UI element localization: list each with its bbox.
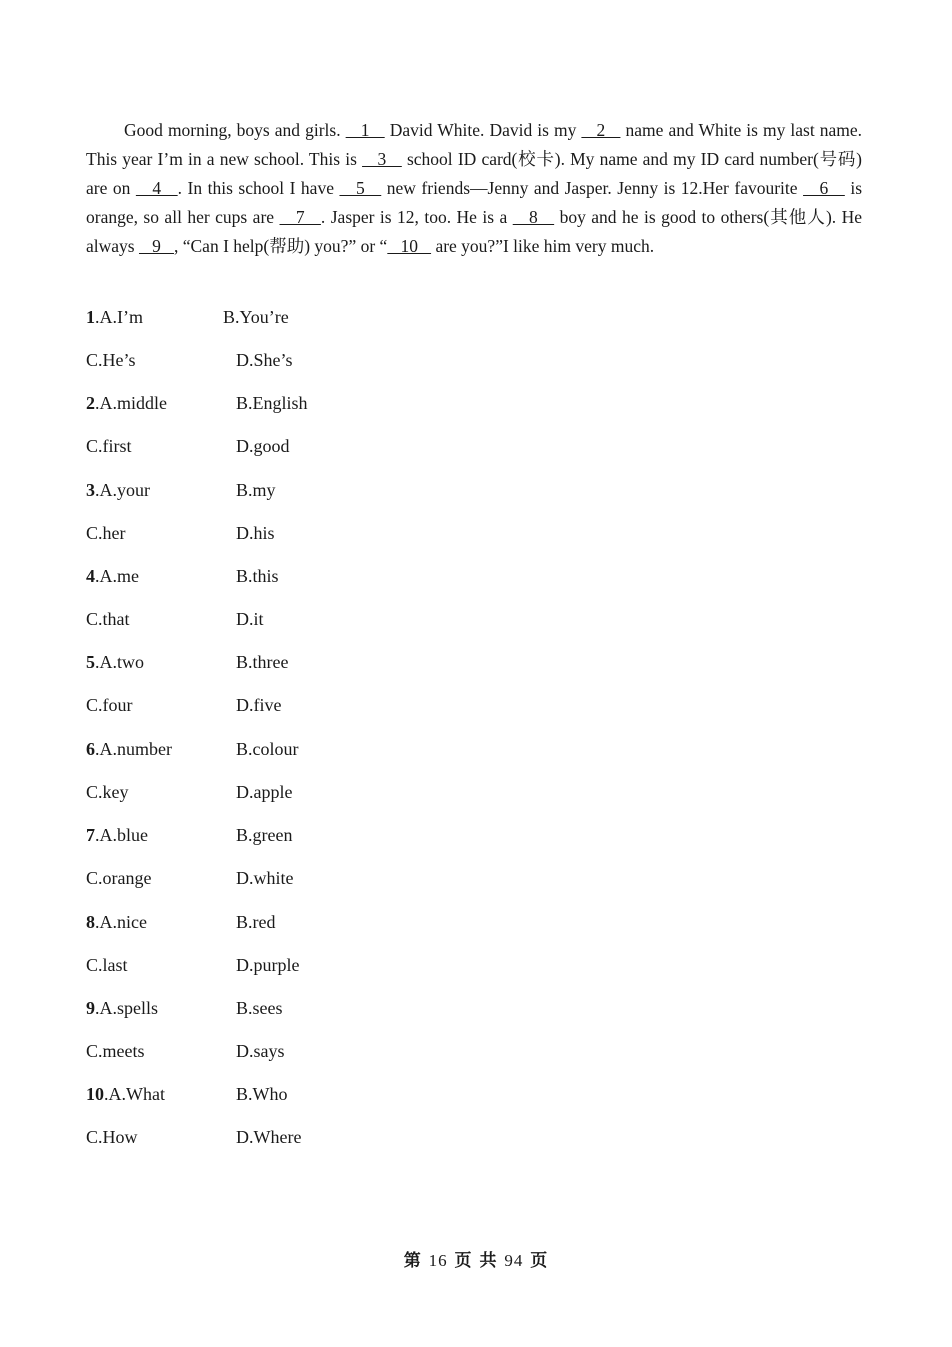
question-number: 5 xyxy=(86,652,95,672)
question-4-row-ab xyxy=(86,564,279,588)
option-a: .A.nice xyxy=(95,912,147,932)
passage-text: name and White is my last name. This year I’m in a new school. This is xyxy=(86,120,863,169)
option-d: D.his xyxy=(236,523,275,543)
option-c: C.key xyxy=(86,782,129,802)
blank-4: 4 xyxy=(135,178,178,198)
option-b: B.You’re xyxy=(223,307,289,327)
blank-10: 10 xyxy=(387,236,432,256)
question-5-row-ab xyxy=(86,650,289,674)
option-a: .A.your xyxy=(95,480,150,500)
blank-5: 5 xyxy=(339,178,382,198)
option-b: B.green xyxy=(236,825,293,845)
passage-text: , “Can I help(帮助) you?” or “ xyxy=(173,236,388,256)
question-8-row-ab xyxy=(86,910,276,934)
blank-6: 6 xyxy=(803,178,845,198)
option-b: B.red xyxy=(236,912,276,932)
footer-suffix: 页 xyxy=(523,1251,549,1271)
option-d: D.good xyxy=(236,436,290,456)
option-a: .A.spells xyxy=(95,998,158,1018)
question-10-row-ab xyxy=(86,1082,288,1106)
option-c: C.last xyxy=(86,955,128,975)
passage-text: boy and he is good to others(其他人). He always xyxy=(86,207,862,256)
question-7-row-cd xyxy=(86,866,294,890)
question-number: 6 xyxy=(86,739,95,759)
question-number: 1 xyxy=(86,307,95,327)
option-c: C.How xyxy=(86,1127,138,1147)
blank-8: 8 xyxy=(512,207,555,227)
question-4-row-cd xyxy=(86,607,264,631)
option-b: B.colour xyxy=(236,739,299,759)
blank-1: 1 xyxy=(345,120,385,140)
blank-9: 9 xyxy=(138,236,174,256)
question-10-row-cd xyxy=(86,1125,302,1149)
footer-prefix: 第 xyxy=(403,1251,429,1271)
question-number: 7 xyxy=(86,825,95,845)
blank-3: 3 xyxy=(362,149,402,169)
page-footer xyxy=(0,1246,952,1271)
option-c: C.four xyxy=(86,695,133,715)
blank-2: 2 xyxy=(581,120,621,140)
option-c: C.He’s xyxy=(86,350,136,370)
option-c: C.orange xyxy=(86,868,152,888)
question-number: 3 xyxy=(86,480,95,500)
option-a: .A.blue xyxy=(95,825,148,845)
question-3-row-ab xyxy=(86,478,276,502)
question-number: 9 xyxy=(86,998,95,1018)
question-7-row-ab xyxy=(86,823,293,847)
option-a: .A.I’m xyxy=(95,307,143,327)
option-d: D.apple xyxy=(236,782,293,802)
question-1-row-cd xyxy=(86,348,293,372)
passage-text: are you?”I like him very much. xyxy=(431,236,655,256)
option-a: .A.two xyxy=(95,652,144,672)
passage-text: is orange, so all her cups are xyxy=(86,178,863,227)
option-a: .A.number xyxy=(95,739,172,759)
option-c: C.meets xyxy=(86,1041,145,1061)
option-c: C.that xyxy=(86,609,130,629)
option-b: B.sees xyxy=(236,998,283,1018)
option-a: .A.me xyxy=(95,566,139,586)
option-c: C.first xyxy=(86,436,132,456)
option-a: .A.middle xyxy=(95,393,167,413)
option-d: D.white xyxy=(236,868,294,888)
question-1-row-ab xyxy=(86,305,289,329)
option-d: D.Where xyxy=(236,1127,302,1147)
option-d: D.She’s xyxy=(236,350,293,370)
question-2-row-ab xyxy=(86,391,308,415)
passage-text: Good morning, boys and girls. xyxy=(124,120,346,140)
passage-text: David White. David is my xyxy=(384,120,582,140)
passage-text: new friends—Jenny and Jasper. Jenny is 12.Her favourite xyxy=(381,178,804,198)
question-5-row-cd xyxy=(86,693,282,717)
current-page-number: 16 xyxy=(428,1251,448,1270)
passage-text: . In this school I have xyxy=(177,178,340,198)
passage-text: school ID card(校卡). My name and my ID card number(号码) are on xyxy=(86,149,863,198)
question-9-row-ab xyxy=(86,996,283,1020)
option-a: .A.What xyxy=(104,1084,165,1104)
passage xyxy=(86,116,862,261)
passage-text: . Jasper is 12, too. He is a xyxy=(320,207,513,227)
option-d: D.purple xyxy=(236,955,300,975)
question-number: 10 xyxy=(86,1084,104,1104)
question-6-row-cd xyxy=(86,780,293,804)
option-b: B.this xyxy=(236,566,279,586)
question-6-row-ab xyxy=(86,737,299,761)
question-2-row-cd xyxy=(86,434,290,458)
option-c: C.her xyxy=(86,523,126,543)
footer-middle: 页 共 xyxy=(447,1251,505,1271)
blank-7: 7 xyxy=(279,207,321,227)
question-3-row-cd xyxy=(86,521,275,545)
total-page-count: 94 xyxy=(504,1251,524,1270)
option-b: B.three xyxy=(236,652,289,672)
option-b: B.English xyxy=(236,393,308,413)
question-number: 8 xyxy=(86,912,95,932)
option-b: B.my xyxy=(236,480,276,500)
option-b: B.Who xyxy=(236,1084,288,1104)
question-number: 2 xyxy=(86,393,95,413)
option-d: D.it xyxy=(236,609,264,629)
option-d: D.five xyxy=(236,695,282,715)
option-d: D.says xyxy=(236,1041,285,1061)
question-number: 4 xyxy=(86,566,95,586)
question-8-row-cd xyxy=(86,953,300,977)
question-9-row-cd xyxy=(86,1039,285,1063)
